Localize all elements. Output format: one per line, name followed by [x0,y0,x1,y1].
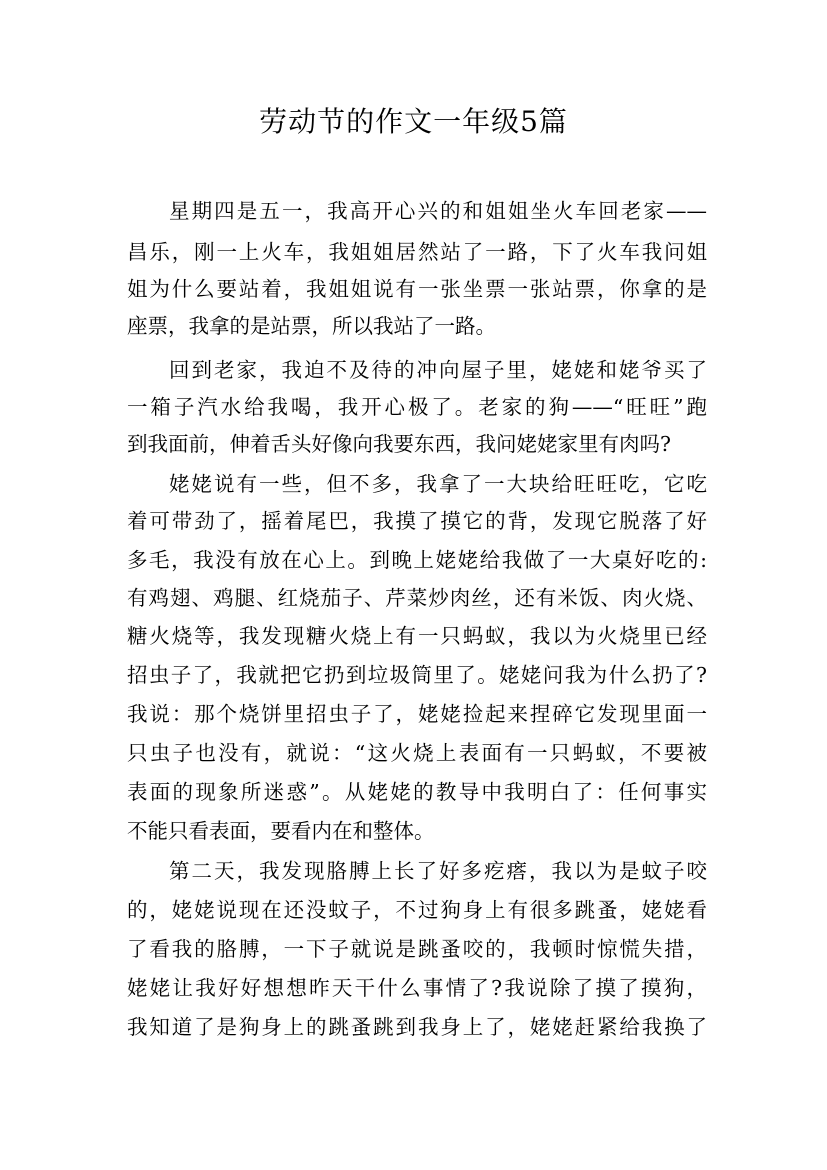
paragraph-line: 星期四是五一，我高开心兴的和姐姐坐火车回老家—— [169,199,707,223]
paragraph-line: 我说：那个烧饼里招虫子了，姥姥捡起来捏碎它发现里面一 [127,702,707,726]
document-title: 劳动节的作文一年级5篇 [259,105,568,138]
paragraph-line: 姥姥说有一些，但不多，我拿了一大块给旺旺吃，它吃 [169,472,707,496]
paragraph-line: 的，姥姥说现在还没蚊子，不过狗身上有很多跳蚤，姥姥看 [127,898,707,922]
paragraph-line: 姥姥让我好好想想昨天干什么事情了?我说除了摸了摸狗， [127,976,707,1000]
paragraph-line: 了看我的胳膊，一下子就说是跳蚤咬的，我顿时惊慌失措， [127,937,707,961]
paragraph-line: 表面的现象所迷惑”。从姥姥的教导中我明白了：任何事实 [127,780,707,804]
paragraph-line: 不能只看表面，要看内在和整体。 [127,819,435,843]
paragraph-line: 一箱子汽水给我喝，我开心极了。老家的狗——“旺旺”跑 [127,395,707,419]
paragraph-line: 招虫子了，我就把它扔到垃圾筒里了。姥姥问我为什么扔了? [127,663,707,687]
paragraph-line: 座票，我拿的是站票，所以我站了一路。 [127,314,496,338]
paragraph-line: 着可带劲了，摇着尾巴，我摸了摸它的背，发现它脱落了好 [127,509,707,533]
paragraph-line: 有鸡翅、鸡腿、红烧茄子、芹菜炒肉丝，还有米饭、肉火烧、 [127,586,707,610]
paragraph-line: 多毛，我没有放在心上。到晚上姥姥给我做了一大桌好吃的: [127,548,707,572]
paragraph-line: 糖火烧等，我发现糖火烧上有一只蚂蚁，我以为火烧里已经 [127,624,707,648]
paragraph-line: 姐为什么要站着，我姐姐说有一张坐票一张站票，你拿的是 [127,277,707,301]
paragraph-line: 我知道了是狗身上的跳蚤跳到我身上了，姥姥赶紧给我换了 [127,1015,707,1039]
paragraph-line: 到我面前，伸着舌头好像向我要东西，我问姥姥家里有肉吗? [127,432,671,456]
paragraph-line: 只虫子也没有，就说：“这火烧上表面有一只蚂蚁，不要被 [127,741,707,765]
paragraph-line: 昌乐，刚一上火车，我姐姐居然站了一路，下了火车我问姐 [127,240,707,264]
paragraph-line: 回到老家，我迫不及待的冲向屋子里，姥姥和姥爷买了 [169,358,707,382]
paragraph-line: 第二天，我发现胳膊上长了好多疙瘩，我以为是蚊子咬 [169,859,707,883]
